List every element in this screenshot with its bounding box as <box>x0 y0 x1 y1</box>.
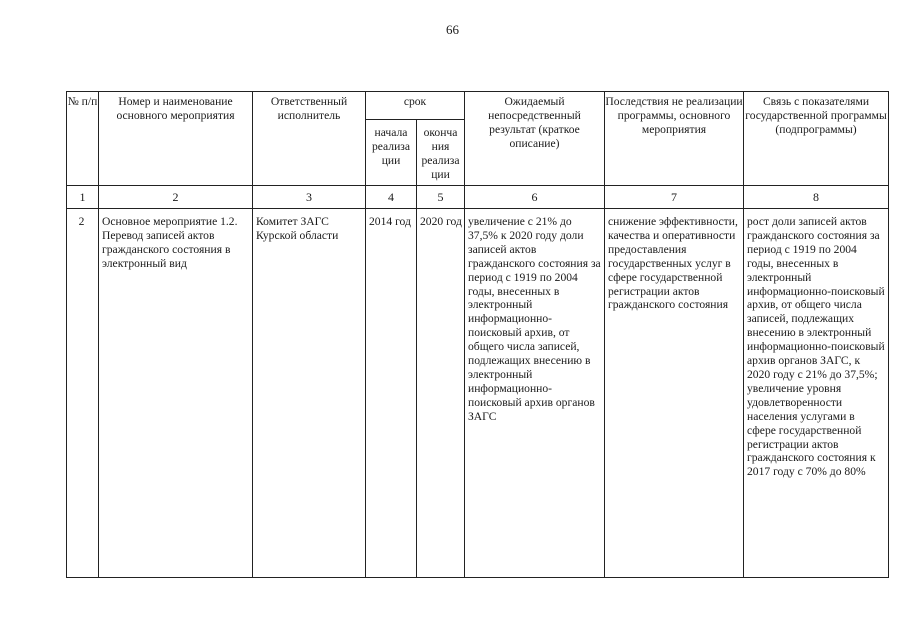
column-number: 3 <box>253 186 366 209</box>
header-number: № п/п <box>67 92 99 186</box>
header-expected-result: Ожидаемый непосредственный результат (краткое описание) <box>465 92 605 186</box>
header-indicators: Связь с показателями государственной программы (подпрограммы) <box>744 92 889 186</box>
row-number: 2 <box>67 209 99 578</box>
table-row <box>67 209 889 578</box>
column-number: 2 <box>99 186 253 209</box>
column-number: 4 <box>366 186 417 209</box>
column-number: 5 <box>417 186 465 209</box>
column-number: 8 <box>744 186 889 209</box>
start-year-cell: 2014 год <box>366 209 417 578</box>
column-number: 6 <box>465 186 605 209</box>
indicators-cell: рост доли записей актов гражданского состояния за период с 1919 по 2004 годы, внесенных в электронный информационно-поисковый архив, от общего числа записей, подлежащих внесению в электронный информационно-поисковый архив органов ЗАГС, к 2020 году с 21% до 37,5%; увеличение уровня удовлетворенности населения услугами в сфере государственной регистрации актов гражданского состояния к 2017 году с 70% до 80% <box>744 209 889 578</box>
consequences-cell: снижение эффективности, качества и оперативности предоставления государственных услуг в сфере государственной регистрации актов гражданского состояния <box>605 209 744 578</box>
header-activity: Номер и наименование основного мероприятия <box>99 92 253 186</box>
column-number: 1 <box>67 186 99 209</box>
end-year-cell: 2020 год <box>417 209 465 578</box>
header-term: срок <box>366 92 465 120</box>
column-numbers-row <box>67 186 889 209</box>
header-consequences: Последствия не реализации программы, основного мероприятия <box>605 92 744 186</box>
activities-table <box>66 91 889 578</box>
header-term-end: оконча ния реализа ции <box>417 120 465 186</box>
page-number: 66 <box>446 22 459 37</box>
header-executor: Ответственный исполнитель <box>253 92 366 186</box>
activity-cell: Основное мероприятие 1.2. Перевод записей актов гражданского состояния в электронный вид <box>99 209 253 578</box>
header-term-start: начала реализа ции <box>366 120 417 186</box>
executor-cell: Комитет ЗАГС Курской области <box>253 209 366 578</box>
column-number: 7 <box>605 186 744 209</box>
expected-result-cell: увеличение с 21% до 37,5% к 2020 году доли записей актов гражданского состояния за период с 1919 по 2004 годы, внесенных в электронный информационно-поисковый архив, от общего числа записей, подлежащих внесению в электронный информационно-поисковый архив органов ЗАГС <box>465 209 605 578</box>
